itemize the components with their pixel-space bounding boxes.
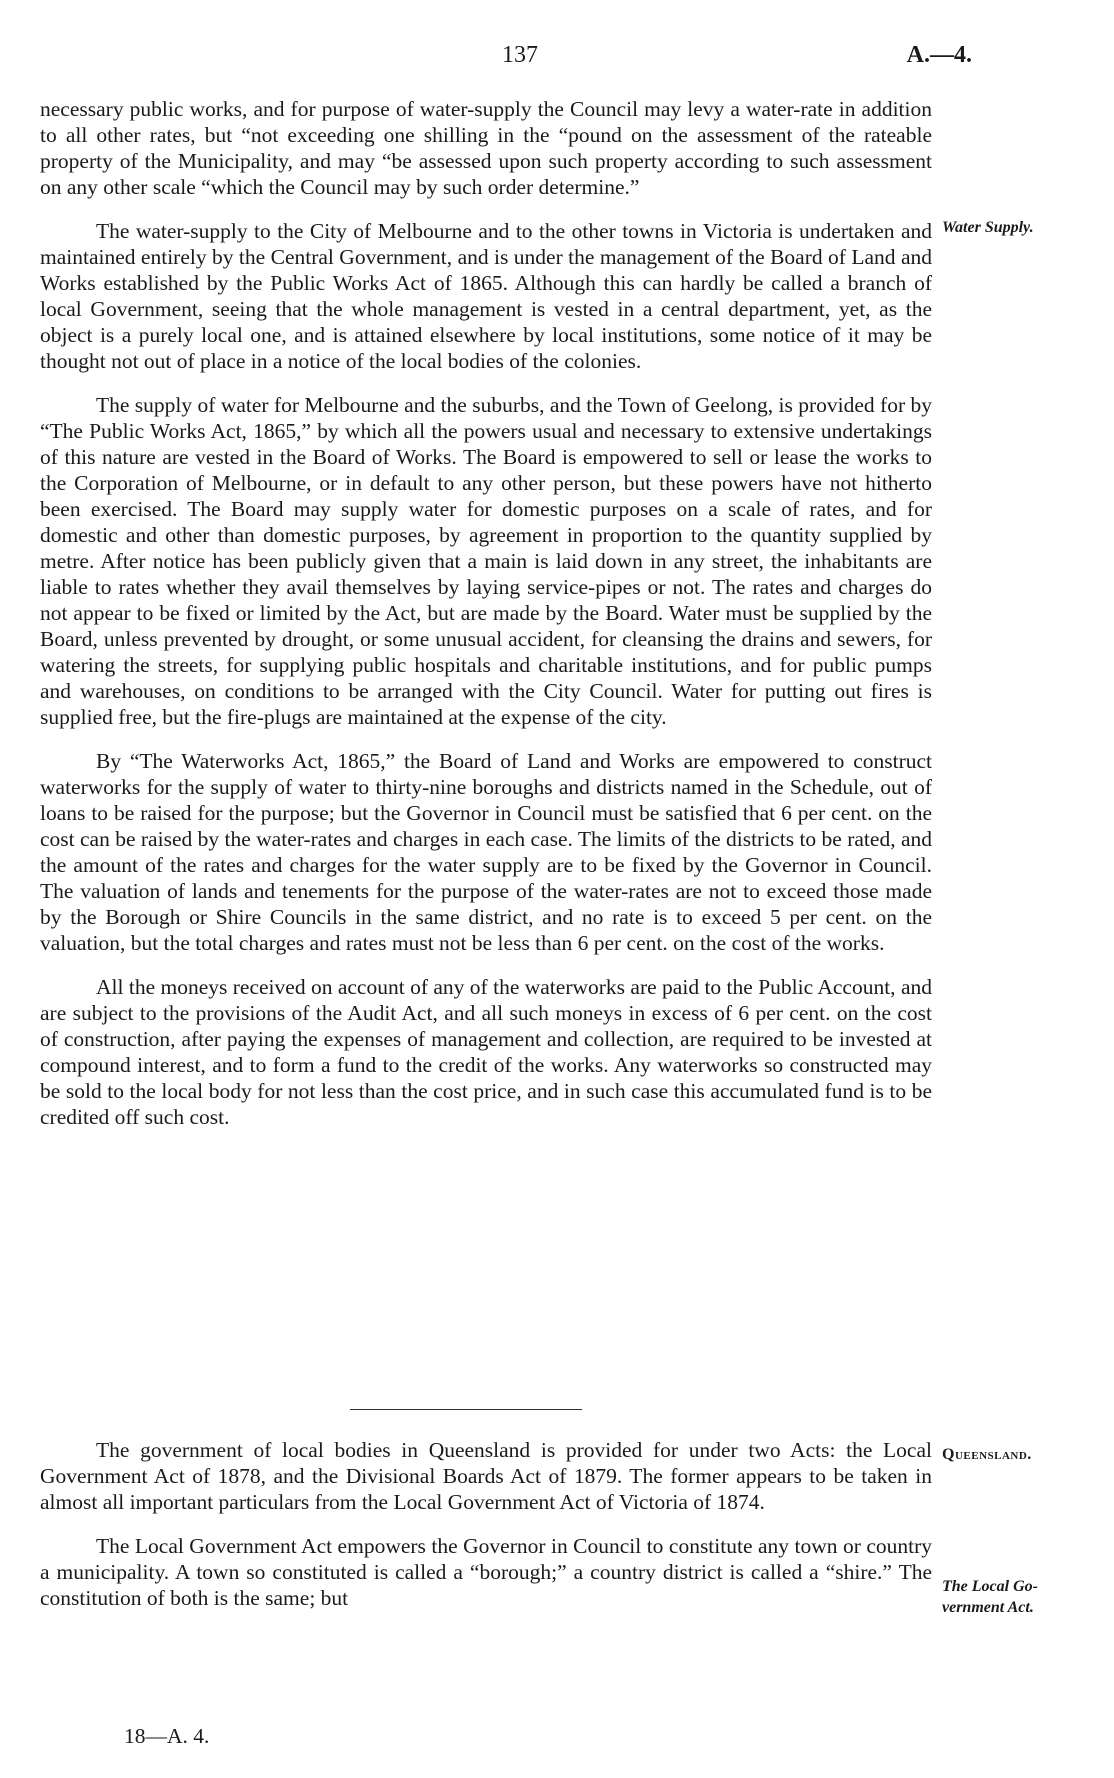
page-number: 137 — [502, 42, 538, 68]
margin-note-water-supply: Water Supply. — [942, 219, 1034, 236]
paragraph-water-supply: The water-supply to the City of Melbourne and to the other towns in Victoria is undertaken and maintained entirely by the Central Government, and is under the management of the Board of Land and Works established by the Public Works Act of 1865. Although this can hardly be called a branch of local Government, seeing that the whole management is vested in a central department, yet, as the object is a purely local one, and is attained elsewhere by local institutions, some notice of it may be thought not out of place in a notice of the local bodies of the colonies. — [40, 219, 932, 373]
paragraph-local-government-act: The Local Government Act empowers the Governor in Council to constitute any town or country a municipality. A town so constituted is called a “borough;” a country district is called a “shire.” The constitution of both is the same; but — [40, 1534, 932, 1610]
signature-mark: 18—A. 4. — [124, 1724, 210, 1748]
body-text — [40, 96, 932, 1148]
paragraph-melbourne-supply: The supply of water for Melbourne and the suburbs, and the Town of Geelong, is provided for by “The Public Works Act, 1865,” by which all the powers usual and necessary to extensive undertakings of this nature are vested in the Board of Works. The Board is empowered to sell or lease the works to the Corporation of Melbourne, or in default to any other person, but these powers have not hitherto been exercised. The Board may supply water for domestic purposes on a scale of rates, and for domestic and other than domestic purposes, by agreement in proportion to the quantity supplied by metre. After notice has been publicly given that a main is laid down in any street, the inhabitants are liable to rates whether they avail themselves by laying service-pipes or not. The rates and charges do not appear to be fixed or limited by the Act, but are made by the Board. Water must be supplied by the Board, unless prevented by drought, or some unusual accident, for cleansing the drains and sewers, for watering the streets, for supplying public hospitals and charitable institutions, and for public pumps and warehouses, on conditions to be arranged with the City Council. Water for putting out fires is supplied free, but the fire-plugs are maintained at the expense of the city. — [40, 393, 932, 729]
margin-note-local-gov-line2: vernment Act. — [942, 1599, 1034, 1616]
queensland-section — [40, 1437, 932, 1629]
paragraph-waterworks-act: By “The Waterworks Act, 1865,” the Board of Land and Works are empowered to construct waterworks for the supply of water to thirty-nine boroughs and districts named in the Schedule, out of loans to be raised for the purpose; but the Governor in Council must be satisfied that 6 per cent. on the cost can be raised by the water-rates and charges in each case. The limits of the districts to be rated, and the amount of the rates and charges for the water supply are to be fixed by the Governor in Council. The valuation of lands and tenements for the purpose of the water-rates are not to exceed those made by the Borough or Shire Councils in the same district, and no rate is to exceed 5 per cent. on the valuation, but the total charges and rates must not be less than 6 per cent. on the cost of the works. — [40, 749, 932, 955]
paragraph-continuation: necessary public works, and for purpose of water-supply the Council may levy a water-rate in addition to all other rates, but “not exceeding one shilling in the “pound on the assessment of the rateable property of the Municipality, and may “be assessed upon such property according to such assessment on any other scale “which the Council may by such order determine.” — [40, 97, 932, 199]
margin-note-local-gov-line1: The Local Go- — [942, 1578, 1038, 1595]
margin-note-queensland: Queensland. — [942, 1446, 1032, 1463]
section-divider — [350, 1409, 582, 1410]
paragraph-queensland: The government of local bodies in Queensland is provided for under two Acts: the Local Government Act of 1878, and the Divisional Boards Act of 1879. The former appears to be taken in almost all important particulars from the Local Government Act of Victoria of 1874. — [40, 1438, 932, 1514]
page-header — [40, 42, 1050, 82]
document-reference: A.—4. — [906, 42, 972, 68]
paragraph-moneys: All the moneys received on account of any of the waterworks are paid to the Public Account, and are subject to the provisions of the Audit Act, and all such moneys in excess of 6 per cent. on the cost of construction, after paying the expenses of management and collection, are required to be invested at compound interest, and to form a fund to the credit of the works. Any waterworks so constructed may be sold to the local body for not less than the cost price, and in such case this accumulated fund is to be credited off such cost. — [40, 975, 932, 1129]
